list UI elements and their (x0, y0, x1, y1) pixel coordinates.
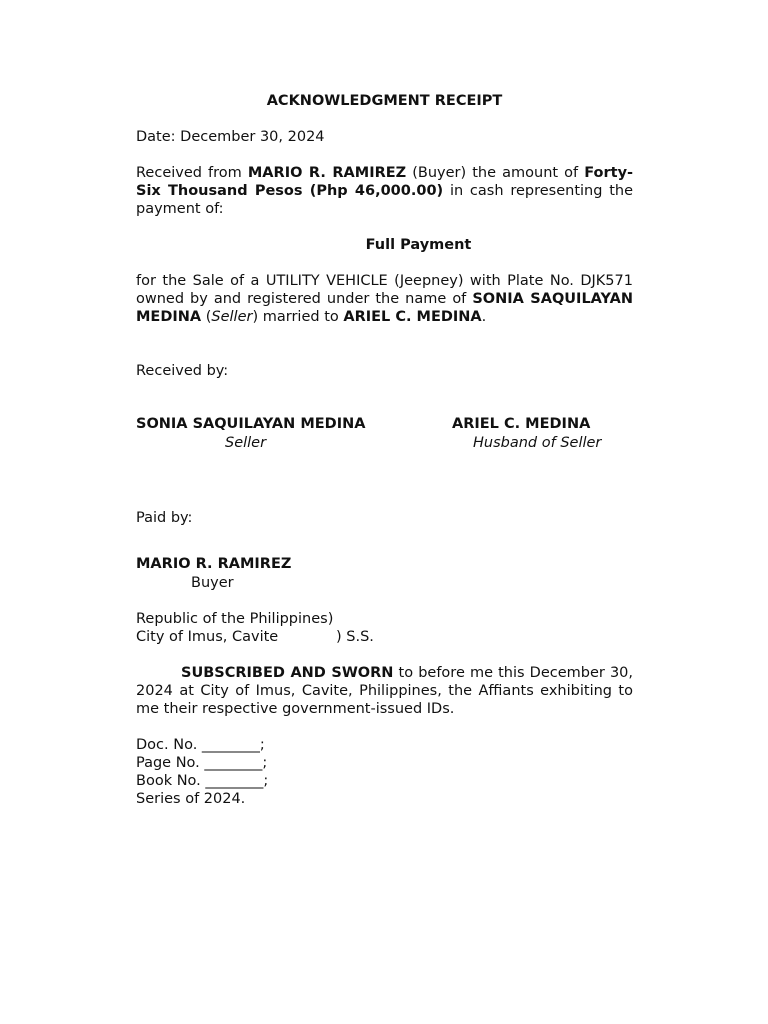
page-no: Page No. ________; (136, 755, 268, 771)
venue-ss: ) S.S. (336, 629, 374, 645)
received-from-paragraph (136, 164, 633, 218)
payer-role: Buyer (191, 575, 234, 591)
payer-signature-block (136, 555, 633, 593)
seller-label-inline: Seller (211, 309, 253, 325)
sale-paragraph (136, 272, 633, 326)
spouse-signatory (452, 415, 633, 453)
received-lead: Received from (136, 165, 242, 181)
representing-text: representing the payment of: (136, 183, 634, 217)
jurat-text: to before me this December 30, 2024 at City of Imus, Cavite, Philippines, the Affiants exhibiting to me their respective government-issued IDs. (136, 665, 633, 717)
payment-type-label: Full Payment (365, 237, 472, 253)
seller-signatory-role: Seller (225, 435, 267, 451)
seller-signatory (136, 415, 378, 453)
spouse-signatory-name: ARIEL C. MEDINA (452, 416, 591, 432)
series-line: Series of 2024. (136, 791, 246, 807)
document-body (136, 92, 633, 808)
buyer-name: MARIO R. RAMIREZ (247, 165, 407, 181)
paid-by-label: Paid by: (136, 510, 193, 526)
date-line: Date: December 30, 2024 (136, 129, 325, 145)
venue-city: City of Imus, Cavite (136, 629, 279, 645)
jurat-paragraph (136, 664, 633, 718)
sale-period: . (481, 309, 487, 325)
seller-name-inline: SONIA SAQUILAYAN MEDINA (136, 291, 633, 325)
venue-block (136, 610, 633, 646)
seller-signature-block (136, 415, 633, 455)
venue-city-line (136, 628, 633, 646)
seller-signatory-name: SONIA SAQUILAYAN MEDINA (136, 416, 366, 432)
married-to-text: ) married to (252, 309, 339, 325)
doc-no: Doc. No. ________; (136, 737, 265, 753)
book-no: Book No. ________; (136, 773, 269, 789)
spouse-signatory-role: Husband of Seller (473, 435, 602, 451)
venue-country: Republic of the Philippines) (136, 611, 334, 627)
sale-text: for the Sale of a UTILITY VEHICLE (Jeepney) with Plate No. DJK571 owned by and registered under the name of (136, 273, 633, 307)
notarial-block (136, 736, 633, 808)
received-by-label: Received by: (136, 363, 229, 379)
document-title: ACKNOWLEDGMENT RECEIPT (266, 93, 503, 109)
payment-type (136, 236, 633, 254)
the-amount-text: the amount of (472, 165, 579, 181)
jurat-bold: SUBSCRIBED AND SWORN (181, 665, 394, 681)
spouse-name-inline: ARIEL C. MEDINA (343, 309, 482, 325)
buyer-role: (Buyer) (412, 165, 467, 181)
open-paren: ( (205, 309, 212, 325)
in-cash-text: in cash (449, 183, 504, 199)
payer-name: MARIO R. RAMIREZ (136, 556, 292, 572)
amount-words: Forty-Six Thousand Pesos (Php 46,000.00) (136, 165, 634, 199)
